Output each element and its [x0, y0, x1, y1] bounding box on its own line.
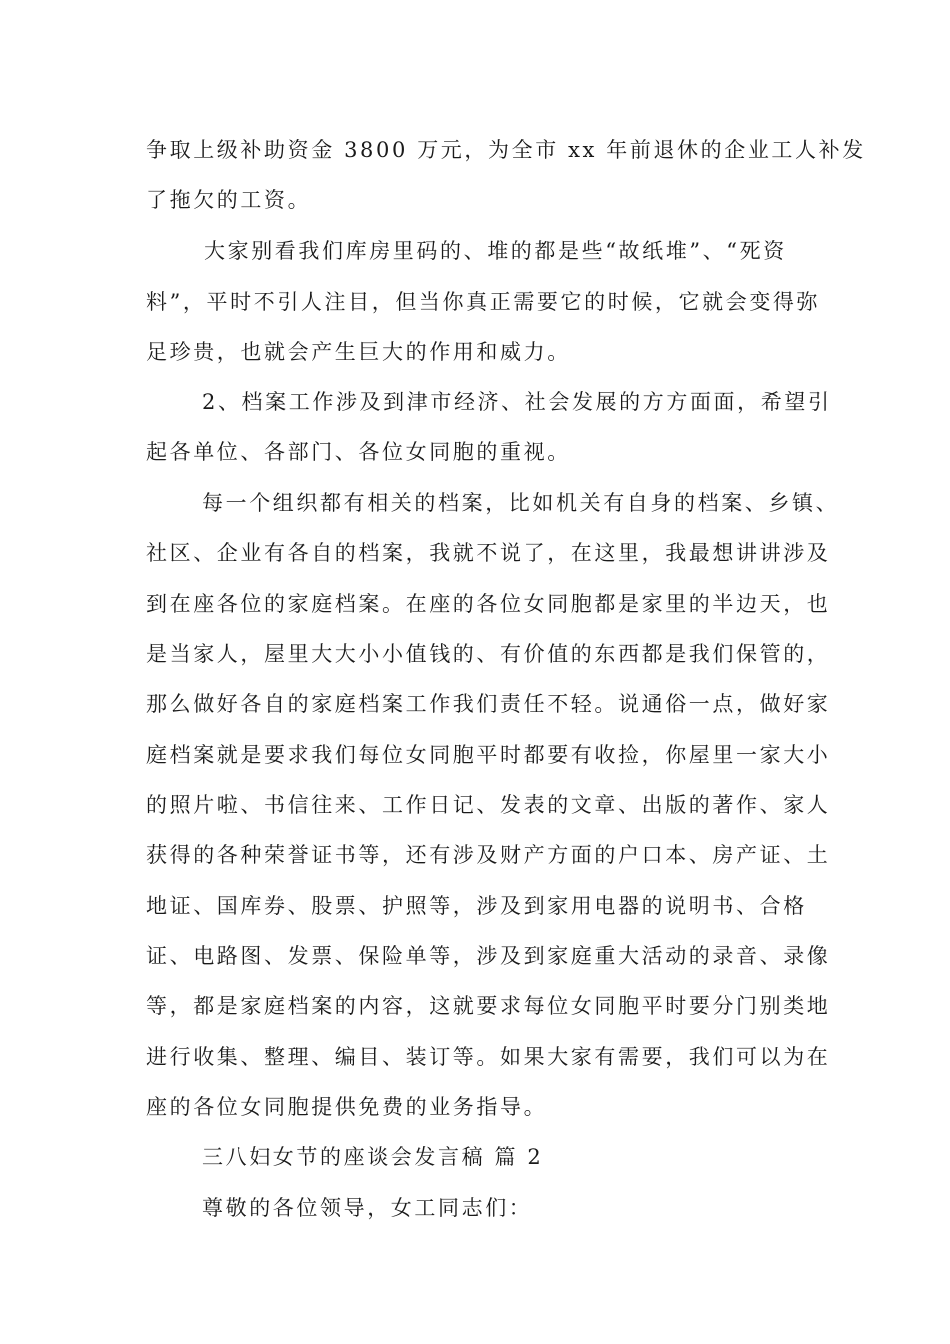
- paragraph-line: 等，都是家庭档案的内容，这就要求每位女同胞平时要分门别类地: [146, 994, 831, 1018]
- paragraph-line: 地证、国库券、股票、护照等，涉及到家用电器的说明书、合格: [146, 894, 807, 918]
- paragraph-line: 足珍贵，也就会产生巨大的作用和威力。: [146, 340, 571, 364]
- paragraph-line: 每一个组织都有相关的档案，比如机关有自身的档案、乡镇、: [202, 491, 840, 515]
- paragraph-line: 到在座各位的家庭档案。在座的各位女同胞都是家里的半边天，也: [146, 592, 831, 616]
- paragraph-line: 起各单位、各部门、各位女同胞的重视。: [146, 440, 571, 464]
- paragraph-line: 的照片啦、书信往来、工作日记、发表的文章、出版的著作、家人: [146, 793, 831, 817]
- section-heading: 三八妇女节的座谈会发言稿 篇 2: [202, 1145, 544, 1169]
- paragraph-line: 座的各位女同胞提供免费的业务指导。: [146, 1095, 548, 1119]
- paragraph-line: 了拖欠的工资。: [146, 188, 312, 212]
- paragraph-line: 2、档案工作涉及到津市经济、社会发展的方方面面，希望引: [202, 390, 832, 414]
- paragraph-line: 料”，平时不引人注目，但当你真正需要它的时候，它就会变得弥: [146, 290, 821, 314]
- paragraph-line: 庭档案就是要求我们每位女同胞平时都要有收捡，你屋里一家大小: [146, 743, 831, 767]
- paragraph-line: 社区、企业有各自的档案，我就不说了，在这里，我最想讲讲涉及: [146, 541, 831, 565]
- paragraph-line: 获得的各种荣誉证书等，还有涉及财产方面的户口本、房产证、土: [146, 843, 831, 867]
- paragraph-line: 争取上级补助资金 3800 万元，为全市 xx 年前退休的企业工人补发: [146, 138, 866, 162]
- paragraph-line: 证、电路图、发票、保险单等，涉及到家庭重大活动的录音、录像: [146, 944, 831, 968]
- paragraph-line: 进行收集、整理、编目、装订等。如果大家有需要，我们可以为在: [146, 1045, 831, 1069]
- salutation: 尊敬的各位领导，女工同志们：: [202, 1196, 533, 1220]
- paragraph-line: 大家别看我们库房里码的、堆的都是些“故纸堆”、“死资: [204, 239, 787, 263]
- paragraph-line: 那么做好各自的家庭档案工作我们责任不轻。说通俗一点，做好家: [146, 692, 831, 716]
- paragraph-line: 是当家人，屋里大大小小值钱的、有价值的东西都是我们保管的，: [146, 642, 831, 666]
